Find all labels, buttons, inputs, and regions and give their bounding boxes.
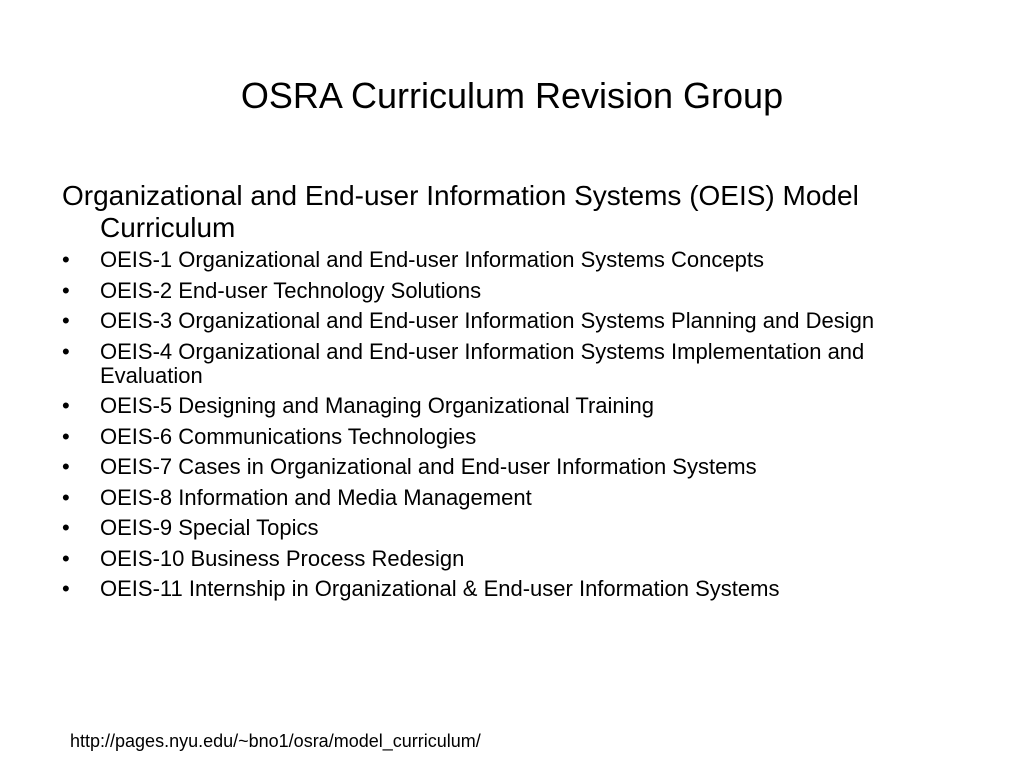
slide-content [62, 180, 962, 608]
slide-title: OSRA Curriculum Revision Group [240, 75, 784, 116]
list-item [62, 425, 962, 449]
course-label: OEIS-4 Organizational and End-user Information Systems Implementation and Evaluation [100, 338, 865, 388]
bullet-icon: • [62, 308, 70, 333]
list-item [62, 547, 962, 571]
list-item [62, 309, 962, 333]
list-item [62, 279, 962, 303]
course-label: OEIS-6 Communications Technologies [100, 423, 477, 449]
course-list [62, 248, 962, 601]
curriculum-heading: Organizational and End-user Information Systems (OEIS) Model Curriculum [62, 180, 859, 243]
course-label: OEIS-7 Cases in Organizational and End-user Information Systems [100, 454, 757, 479]
list-item [62, 455, 962, 479]
bullet-icon: • [62, 454, 70, 479]
list-item [62, 486, 962, 510]
bullet-icon: • [62, 338, 70, 364]
course-label: OEIS-10 Business Process Redesign [100, 545, 465, 571]
source-url: http://pages.nyu.edu/~bno1/osra/model_curriculum/ [70, 731, 481, 751]
list-item [62, 516, 962, 540]
bullet-icon: • [62, 515, 70, 540]
course-label: OEIS-3 Organizational and End-user Information Systems Planning and Design [100, 308, 875, 333]
bullet-icon: • [62, 576, 70, 601]
list-item [62, 340, 962, 388]
bullet-icon: • [62, 393, 70, 418]
course-label: OEIS-5 Designing and Managing Organizational Training [100, 393, 654, 418]
bullet-icon: • [62, 277, 70, 303]
course-label: OEIS-11 Internship in Organizational & End-user Information Systems [100, 576, 780, 601]
list-item [62, 394, 962, 418]
bullet-icon: • [62, 423, 70, 449]
course-label: OEIS-8 Information and Media Management [100, 484, 532, 510]
course-label: OEIS-1 Organizational and End-user Information Systems Concepts [100, 247, 764, 272]
course-label: OEIS-9 Special Topics [100, 515, 319, 540]
bullet-icon: • [62, 545, 70, 571]
bullet-icon: • [62, 484, 70, 510]
bullet-icon: • [62, 247, 70, 272]
list-item [62, 248, 962, 272]
course-label: OEIS-2 End-user Technology Solutions [100, 277, 482, 303]
list-item [62, 577, 962, 601]
